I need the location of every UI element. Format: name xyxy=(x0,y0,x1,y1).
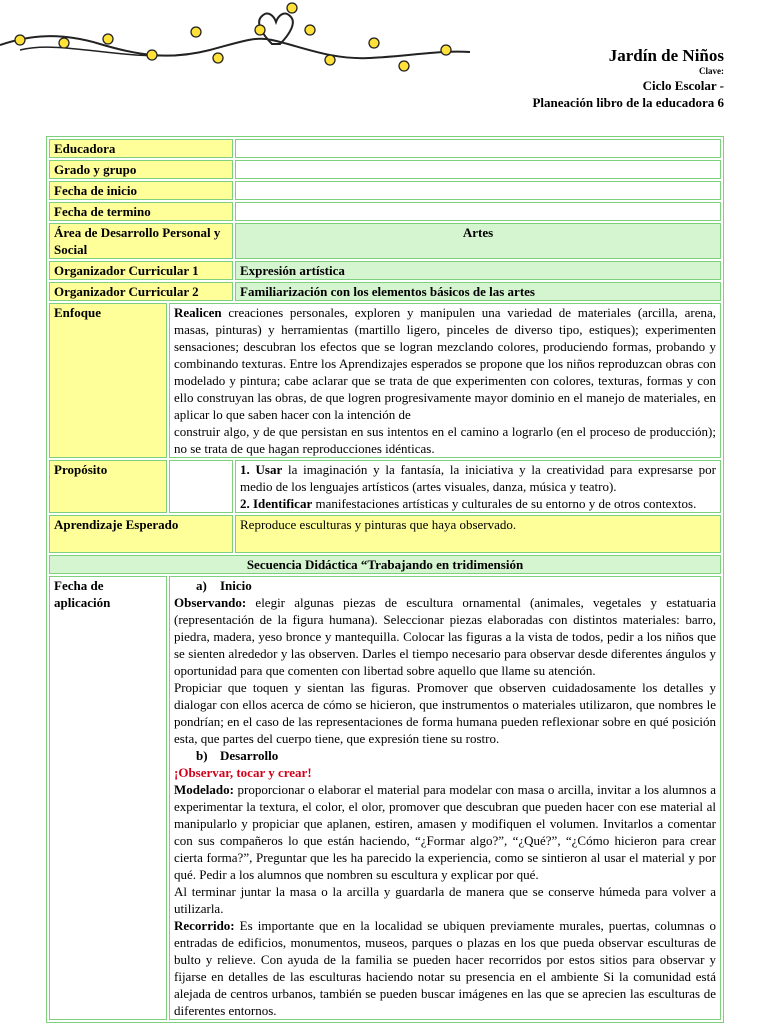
proposito-1: la imaginación y la fantasía, la iniciativa y la creatividad para expresarse por medio de los lenguajes artísticos (artes visuales, danza, música y teatro). xyxy=(240,462,717,494)
aprendizaje-value: Reproduce esculturas y pinturas que haya observado. xyxy=(235,515,721,553)
row-proposito xyxy=(49,460,721,513)
proposito-2-bold: 2. Identificar xyxy=(240,496,313,511)
row-org1 xyxy=(49,261,721,280)
grado-label: Grado y grupo xyxy=(49,160,233,179)
ciclo-escolar: Ciclo Escolar - xyxy=(642,78,724,93)
bulb-icon xyxy=(191,27,201,37)
secuencia-content xyxy=(169,576,721,1020)
area-value: Artes xyxy=(235,223,721,259)
inicio-heading: a) Inicio xyxy=(196,578,252,593)
document-header xyxy=(532,46,724,111)
proposito-label: Propósito xyxy=(49,460,167,513)
bulb-icon xyxy=(255,25,265,35)
fecha-termino-value[interactable] xyxy=(235,202,721,221)
aprendizaje-label: Aprendizaje Esperado xyxy=(49,515,233,553)
observar-tocar-crear-title: ¡Observar, tocar y crear! xyxy=(174,765,312,780)
enfoque-body: creaciones personales, exploren y manipulen una variedad de materiales (arcilla, arena, masas, pinturas) y herramientas (martillo ligero, pinceles de diverso tipo, estiques); experimenten sensaciones; descubran los efectos que se logran mezclando colores, produciendo formas, probando y combinando texturas. Entre los Aprendizajes esperados se propone que los niños reproduzcan obras con modelado y pintura; cabe aclarar que se trata de que experimenten con colores, texturas, formas y con ello construyan las obras, de que logren progresivamente mayor dominio en el manejo de materiales, en aplicar lo que saben hacer con la intención de xyxy=(174,305,716,422)
row-enfoque xyxy=(49,303,721,458)
row-org2 xyxy=(49,282,721,301)
org2-value: Familiarización con los elementos básicos de las artes xyxy=(235,282,721,301)
row-fecha-inicio xyxy=(49,181,721,200)
garland-string xyxy=(0,36,470,58)
plan-title: Planeación libro de la educadora 6 xyxy=(532,95,724,110)
enfoque-label: Enfoque xyxy=(49,303,167,458)
clave-label: Clave: xyxy=(699,66,724,76)
grado-value[interactable] xyxy=(235,160,721,179)
proposito-1-bold: 1. Usar xyxy=(240,462,283,477)
bulb-icon xyxy=(59,38,69,48)
planning-table xyxy=(46,136,724,1023)
area-label: Área de Desarrollo Personal y Social xyxy=(49,223,233,259)
bulb-icon xyxy=(213,53,223,63)
bulb-icon xyxy=(325,55,335,65)
secuencia-title: Secuencia Didáctica “Trabajando en tridimensión xyxy=(49,555,721,574)
bulb-icon xyxy=(147,50,157,60)
row-contenido xyxy=(49,576,721,1020)
org2-label: Organizador Curricular 2 xyxy=(49,282,233,301)
desarrollo-heading: b) Desarrollo xyxy=(196,748,279,763)
observando-paragraph: Observando: elegir algunas piezas de escultura ornamental (animales, vegetales y estatuaria (representación de la figura humana). Seleccionar piezas elaboradas con distintos materiales: barro, piedra, madera, yeso bronce y mantequilla. Colocar las figuras a la vista de todos, pedir a los niños que se sienten alrededor y las observen. Darles el tiempo necesario para observar desde diferentes ángulos y oportunidad para que comenten con libertad sobre aquello que llame su atención. xyxy=(174,595,716,678)
bulb-icon xyxy=(15,35,25,45)
proposito-text xyxy=(235,460,721,513)
row-grado xyxy=(49,160,721,179)
fecha-aplicacion-label: Fecha de aplicación xyxy=(49,576,167,1020)
bulb-icon xyxy=(441,45,451,55)
bulb-icon xyxy=(369,38,379,48)
bulb-icon xyxy=(399,61,409,71)
observando-paragraph-2: Propiciar que toquen y sientan las figuras. Promover que observen cuidadosamente los detalles y dialogar con ellos acerca de cómo se hicieron, que instrumentos o materiales utilizaron, que nombres le pondrían; en el caso de las representaciones de forma humana pueden reflexionar sobre en qué posición esta, que partes del cuerpo tiene, que expresión tiene su rostro. xyxy=(174,680,716,746)
modelado-paragraph-2: Al terminar juntar la masa o la arcilla y guardarla de manera que se conserve húmeda para volver a utilizarla. xyxy=(174,884,716,916)
fecha-termino-label: Fecha de termino xyxy=(49,202,233,221)
org1-label: Organizador Curricular 1 xyxy=(49,261,233,280)
row-fecha-termino xyxy=(49,202,721,221)
row-area xyxy=(49,223,721,259)
row-aprendizaje xyxy=(49,515,721,553)
modelado-paragraph: Modelado: proporcionar o elaborar el material para modelar con masa o arcilla, invitar a los alumnos a experimentar la textura, el color, el olor, promover que descubran que pueden hacer con ese material al manipularlo y propiciar que aplanen, estiren, amasen y modifiquen el volumen. Invitarlos a comentar con sus compañeros lo que están haciendo, “¿Formar algo?”, “¿Qué?”, “¿Cómo hicieron para crear cierta forma?”, Preguntar que les ha parecido la experiencia, como se sintieron al usar el material y por qué. Pedir a los alumnos que nombren su escultura y explicar por qué. xyxy=(174,782,716,882)
bulb-icon xyxy=(305,25,315,35)
fecha-inicio-value[interactable] xyxy=(235,181,721,200)
school-name: Jardín de Niños xyxy=(608,46,724,65)
org1-value: Expresión artística xyxy=(235,261,721,280)
bulb-icon xyxy=(103,34,113,44)
fecha-inicio-label: Fecha de inicio xyxy=(49,181,233,200)
educadora-label: Educadora xyxy=(49,139,233,158)
row-secuencia xyxy=(49,555,721,574)
enfoque-bold: Realicen xyxy=(174,305,222,320)
proposito-2: manifestaciones artísticas y culturales de su entorno y de otros contextos. xyxy=(312,496,697,511)
row-educadora xyxy=(49,139,721,158)
educadora-value[interactable] xyxy=(235,139,721,158)
enfoque-text xyxy=(169,303,721,458)
bulb-icon xyxy=(287,3,297,13)
recorrido-paragraph: Recorrido: Es importante que en la localidad se ubiquen previamente murales, puertas, columnas o entradas de edificios, monumentos, museos, parques o plazas en los que pueda observar esculturas de bulto y relieve. Con ayuda de la familia se pueden hacer recorridos por estos sitios para observar y fijarse en detalles de las esculturas haciendo notar su presencia en el ambiente Si la comunidad está alejada de centros urbanos, también se pueden buscar imágenes en las que se aprecien las esculturas de diferentes entornos. xyxy=(174,918,716,1018)
decorative-garland xyxy=(0,0,480,80)
enfoque-body-2: construir algo, y de que persistan en sus intentos en el camino a lograrlo (en el proceso de producción); no se trata de que hagan reproducciones idénticas. xyxy=(174,424,716,456)
garland-bulbs xyxy=(15,3,451,71)
